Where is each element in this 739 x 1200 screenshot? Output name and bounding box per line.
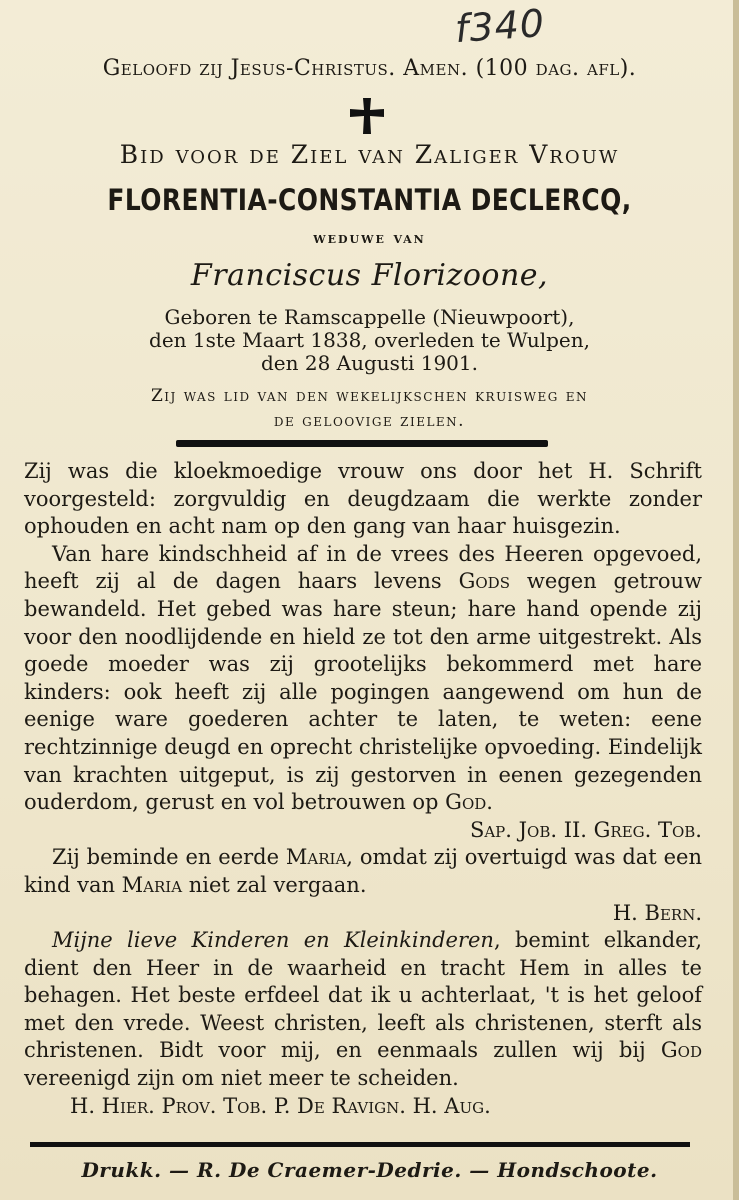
paragraph-virtuous-woman: Zij was die kloekmoedige vrouw ons door het H. Schrift voorgesteld: zorgvuldig en deugdzaam die werkte zonder ophouden en acht nam op den gang van haar huisgezin.: [24, 459, 702, 539]
paragraph-maria-part-3: niet zal vergaan.: [182, 872, 367, 897]
paragraph-farewell: [24, 927, 702, 1093]
paragraph-maria-part-1: Zij beminde en eerde: [52, 845, 286, 870]
paragraph-maria-part-2: , omdat zij overtuigd was dat een kind van: [24, 845, 702, 897]
paragraph-life-part-2: wegen getrouw bewandeld. Het gebed was hare steun; hare hand opende zij voor den noodlijdende en hield ze tot den arme uitgestrekt. Als goede moeder was zij grootelijks bekommerd met hare kinders: ook heeft zij alle pogingen aangewend om hun de eenige ware goederen achter te laten, te weten: eene rechtzinnige deugd en oprecht christelijke opvoeding. Eindelijk van krachten uitgeput, is zij gestorven in eenen gezegenden ouderdom, gerust en vol betrouwen op: [24, 569, 703, 815]
god-word-2: God: [660, 1038, 702, 1063]
paragraph-maria: [24, 844, 702, 899]
paragraph-life: [24, 541, 702, 817]
maria-word-1: Maria: [285, 845, 347, 870]
paragraph-farewell-part-1: , bemint elkander, dient den Heer in de waarheid en tracht Hem in alles te behagen. Het beste erfdeel dat ik u achterlaat, 't is het geloof met den vrede. Weest christen, leeft als christenen, sterft als christenen. Bidt voor mij, en eenmaals zullen wij bij: [24, 928, 702, 1063]
divider-bottom: [30, 1142, 690, 1147]
praise-line: Geloofd zij Jesus-Christus. Amen. (100 dag. afl).: [102, 56, 637, 81]
farewell-address: Mijne lieve Kinderen en Kleinkinderen: [52, 928, 494, 953]
divider-top: [176, 440, 548, 447]
birth-line-1: Geboren te Ramscappelle (Nieuwpoort),: [164, 305, 575, 329]
deceased-name: FLORENTIA-CONSTANTIA DECLERCQ,: [107, 183, 632, 217]
membership-line-2: de geloovige zielen.: [273, 411, 466, 431]
body-text: [24, 458, 702, 1120]
citation-3: H. Hier. Prov. Tob. P. De Ravign. H. Aug.: [70, 1093, 491, 1118]
cross-icon: [346, 96, 388, 136]
prayer-request: Bid voor de Ziel van Zaliger Vrouw: [119, 140, 620, 169]
archive-number: f340: [453, 0, 547, 52]
citation-1: Sap. Job. II. Greg. Tob.: [469, 817, 702, 842]
gods-word: Gods: [458, 569, 510, 594]
maria-word-2: Maria: [121, 872, 183, 897]
card-edge: [733, 0, 739, 1200]
paragraph-farewell-part-2: vereenigd zijn om niet meer te scheiden.: [24, 1066, 459, 1091]
citation-2: H. Bern.: [612, 900, 702, 925]
death-date: den 28 Augusti 1901.: [260, 351, 478, 375]
birth-line-2: den 1ste Maart 1838, overleden te Wulpen,: [149, 328, 590, 352]
god-word: God.: [445, 790, 493, 815]
printer-line: Drukk. — R. De Craemer-Dedrie. — Hondschoote.: [81, 1158, 658, 1182]
paragraph-life-part-1: Van hare kindschheid af in de vrees des Heeren opgevoed, heeft zij al de dagen haars levens: [24, 541, 702, 594]
husband-name: Franciscus Florizoone,: [190, 258, 549, 293]
membership-line-1: Zij was lid van den wekelijkschen kruisweg en: [151, 386, 588, 406]
widow-of-label: weduwe van: [313, 228, 426, 247]
